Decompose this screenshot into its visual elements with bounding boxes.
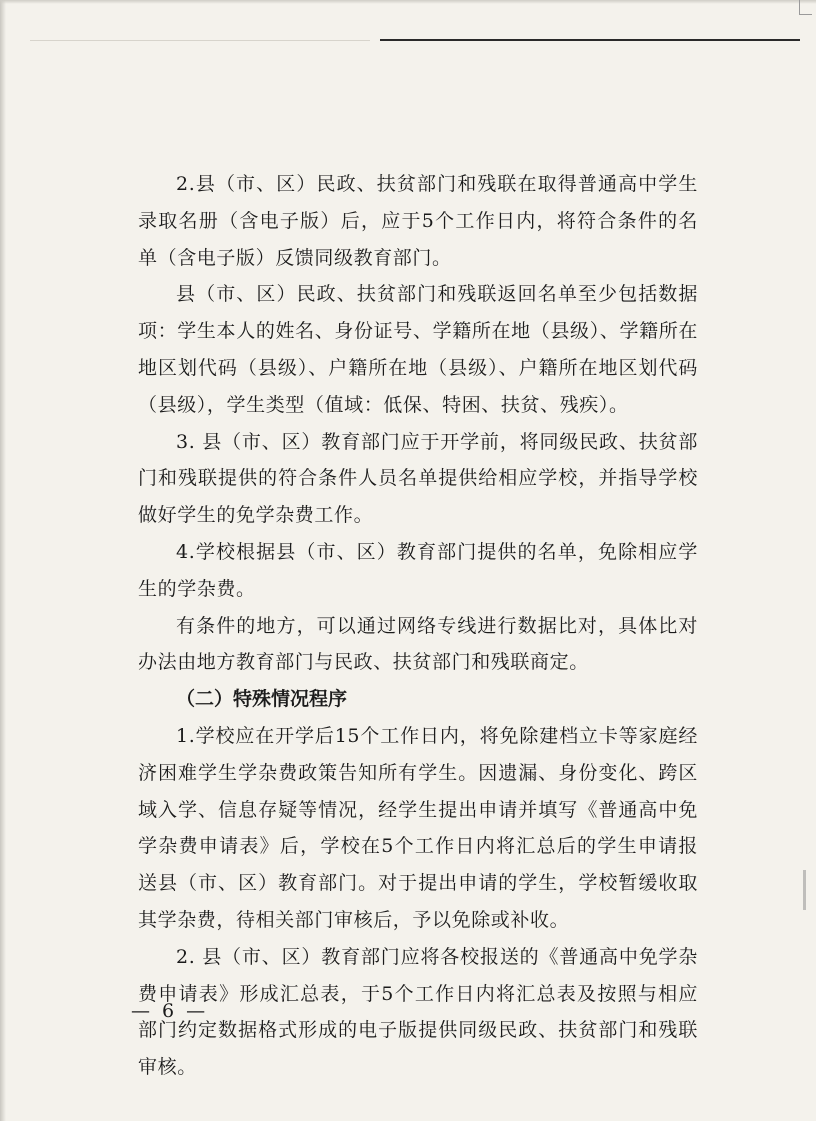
document-body (138, 166, 698, 1086)
header-faint-rule (30, 40, 370, 41)
paragraph-item-3: 3. 县（市、区）教育部门应于开学前，将同级民政、扶贫部门和残联提供的符合条件人员名单提供给相应学校，并指导学校做好学生的免学杂费工作。 (138, 430, 698, 527)
header-rule (380, 39, 800, 41)
paragraph-item-4: 4.学校根据县（市、区）教育部门提供的名单，免除相应学生的学杂费。 (138, 540, 698, 600)
scan-shadow-top (0, 0, 816, 4)
paragraph-data-items: 县（市、区）民政、扶贫部门和残联返回名单至少包括数据项：学生本人的姓名、身份证号、学籍所在地（县级）、学籍所在地区划代码（县级）、户籍所在地（县级）、户籍所在地区划代码（县级），学生类型（值域：低保、特困、扶贫、残疾）。 (138, 283, 698, 416)
page-number: — 6 — (131, 1000, 209, 1022)
paragraph-special-item-2: 2. 县（市、区）教育部门应将各校报送的《普通高中免学杂费申请表》形成汇总表，于5个工作日内将汇总表及按照与相应部门约定数据格式形成的电子版提供同级民政、扶贫部门和残联审核。 (138, 945, 698, 1079)
paragraph-special-item-1: 1.学校应在开学后15个工作日内，将免除建档立卡等家庭经济困难学生学杂费政策告知所有学生。因遗漏、身份变化、跨区域入学、信息存疑等情况，经学生提出申请并填写《普通高中免学杂费申请表》后，学校在5个工作日内将汇总后的学生申请报送县（市、区）教育部门。对于提出申请的学生，学校暂缓收取其学杂费，待相关部门审核后，予以免除或补收。 (138, 724, 698, 931)
scan-smudge (803, 870, 806, 910)
paragraph-network-comparison: 有条件的地方，可以通过网络专线进行数据比对，具体比对办法由地方教育部门与民政、扶贫部门和残联商定。 (138, 614, 698, 674)
section-heading: （二）特殊情况程序 (176, 688, 348, 711)
paragraph-item-2: 2.县（市、区）民政、扶贫部门和残联在取得普通高中学生录取名册（含电子版）后，应于5个工作日内，将符合条件的名单（含电子版）反馈同级教育部门。 (138, 173, 698, 269)
scan-shadow-left (0, 0, 6, 1121)
scan-corner-mark (799, 0, 812, 15)
